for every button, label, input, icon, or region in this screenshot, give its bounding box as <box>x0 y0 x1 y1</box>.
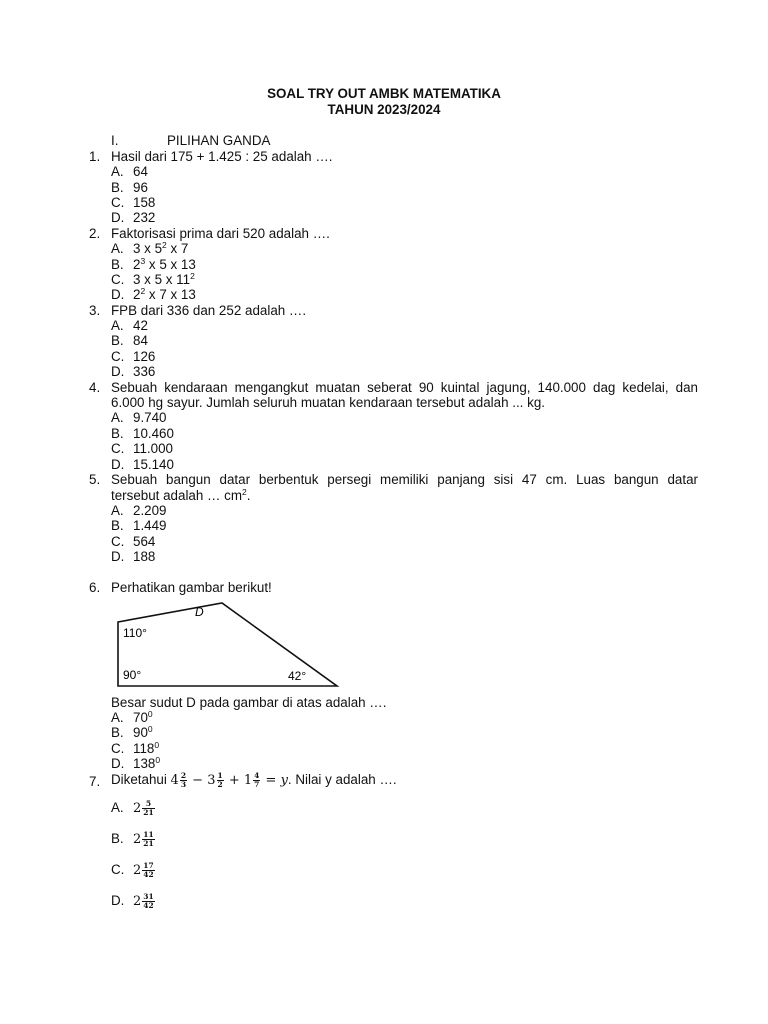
option-letter: D. <box>111 287 125 302</box>
question-equation <box>111 767 397 794</box>
degree-mark: 0 <box>147 724 153 734</box>
option-letter: B. <box>111 333 124 348</box>
fraction <box>180 772 187 789</box>
option-letter: A. <box>111 800 124 815</box>
option-text: 10.460 <box>133 426 174 441</box>
option-letter: D. <box>111 457 125 472</box>
question-text: . <box>246 488 251 503</box>
document-title: SOAL TRY OUT AMBK MATEMATIKA <box>267 86 501 101</box>
option-letter: A. <box>111 710 124 725</box>
question-text: Hasil dari 175 + 1.425 : 25 adalah …. <box>111 149 333 164</box>
numerator: 31 <box>143 891 154 901</box>
question-text: Besar sudut D pada gambar di atas adalah …. <box>111 695 387 710</box>
option-letter: B. <box>111 257 124 272</box>
whole-number: 2 <box>133 863 142 878</box>
option-letter: D. <box>111 756 125 771</box>
degree-mark: 0 <box>155 755 161 765</box>
numerator: 4 <box>254 770 260 780</box>
option-a <box>111 710 153 725</box>
option-letter: D. <box>111 210 125 225</box>
question-text-line-2: 6.000 hg sayur. Jumlah seluruh muatan kendaraan tersebut adalah ... kg. <box>111 395 545 410</box>
option-text: 188 <box>133 549 156 564</box>
option-b <box>111 826 156 853</box>
question-text: FPB dari 336 dan 252 adalah …. <box>111 303 307 318</box>
option-text: 84 <box>133 333 148 348</box>
option-c <box>111 741 159 756</box>
option-b <box>111 725 153 740</box>
option-text: 3 x 5 <box>133 241 163 256</box>
section-number: I. <box>111 133 119 148</box>
question-number: 3. <box>89 303 101 318</box>
question-number: 6. <box>89 580 101 595</box>
degree-mark: 0 <box>154 740 160 750</box>
denominator: 42 <box>143 900 154 910</box>
whole-number: 1 <box>243 773 253 788</box>
option-c <box>111 857 156 884</box>
question-number: 5. <box>89 472 101 487</box>
question-text: Perhatikan gambar berikut! <box>111 580 272 595</box>
fraction <box>142 893 154 910</box>
fraction <box>253 772 260 789</box>
question-text-line-1: Sebuah bangun datar berbentuk persegi memiliki panjang sisi 47 cm. Luas bangun datar <box>111 472 698 487</box>
option-text: 138 <box>133 756 156 771</box>
option-letter: C. <box>111 741 125 756</box>
whole-number: 3 <box>207 773 216 788</box>
denominator: 2 <box>217 779 223 789</box>
numerator: 2 <box>180 770 187 780</box>
numerator: 5 <box>142 800 154 809</box>
option-letter: C. <box>111 272 125 287</box>
option-text: 3 x 5 x 11 <box>133 272 191 287</box>
option-letter: B. <box>111 180 124 195</box>
option-text: 9.740 <box>133 410 167 425</box>
option-d <box>111 888 156 915</box>
option-text: 70 <box>133 710 148 725</box>
exponent: 2 <box>242 487 247 497</box>
question-text: tersebut adalah … cm <box>111 488 242 503</box>
section-title: PILIHAN GANDA <box>167 133 271 148</box>
exponent: 2 <box>190 271 195 281</box>
question-number: 4. <box>89 380 101 395</box>
angle-label-bottom-left: 90° <box>123 668 142 682</box>
question-text: Faktorisasi prima dari 520 adalah …. <box>111 226 330 241</box>
exponent: 2 <box>140 286 146 296</box>
option-text: 42 <box>133 318 148 333</box>
numerator: 1 <box>217 770 223 780</box>
whole-number: 2 <box>133 801 142 816</box>
option-text: 158 <box>133 195 156 210</box>
angle-label-bottom-right: 42° <box>288 669 307 683</box>
denominator: 21 <box>143 838 154 848</box>
option-text: 15.140 <box>133 457 174 472</box>
denominator: 21 <box>143 807 154 817</box>
numerator: 11 <box>143 829 154 839</box>
numerator: 17 <box>143 860 154 870</box>
question-number: 2. <box>89 226 101 241</box>
option-text: 2 <box>133 257 141 272</box>
denominator: 3 <box>180 779 187 789</box>
denominator: 42 <box>143 869 154 879</box>
variable: y <box>280 773 288 788</box>
fraction <box>217 772 224 789</box>
option-letter: D. <box>111 893 125 908</box>
exponent: 3 <box>140 256 146 266</box>
question-number: 1. <box>89 149 101 164</box>
option-text: 90 <box>133 725 148 740</box>
fraction <box>142 831 154 848</box>
option-text: 564 <box>133 534 156 549</box>
question-text: . Nilai y adalah …. <box>287 772 397 787</box>
degree-mark: 0 <box>147 709 153 719</box>
option-text: 126 <box>133 349 156 364</box>
option-letter: B. <box>111 426 124 441</box>
option-letter: C. <box>111 195 125 210</box>
whole-number: 2 <box>133 832 142 847</box>
operator: − <box>188 773 208 788</box>
option-text: x 7 <box>166 241 189 256</box>
whole-number: 4 <box>170 773 179 788</box>
option-text: 11.000 <box>133 441 173 456</box>
option-text: 2.209 <box>133 503 167 518</box>
option-text: 2 <box>133 287 141 302</box>
document-subtitle: TAHUN 2023/2024 <box>327 102 441 117</box>
option-letter: D. <box>111 364 125 379</box>
option-letter: C. <box>111 534 125 549</box>
option-text: x 5 x 13 <box>145 257 196 272</box>
option-text: x 7 x 13 <box>145 287 196 302</box>
option-text: 336 <box>133 364 156 379</box>
fraction <box>142 800 154 817</box>
equals-sign: = <box>261 773 281 788</box>
question-text-line-1: Sebuah kendaraan mengangkut muatan seberat 90 kuintal jagung, 140.000 dag kedelai, dan <box>111 380 698 395</box>
option-letter: A. <box>111 503 124 518</box>
question-number: 7. <box>89 774 101 789</box>
denominator: 7 <box>254 779 260 789</box>
option-text: 232 <box>133 210 156 225</box>
option-letter: C. <box>111 349 125 364</box>
option-letter: C. <box>111 862 125 877</box>
option-letter: A. <box>111 164 124 179</box>
whole-number: 2 <box>133 894 142 909</box>
option-letter: B. <box>111 518 124 533</box>
option-text: 64 <box>133 164 148 179</box>
option-text: 96 <box>133 180 148 195</box>
option-letter: D. <box>111 549 125 564</box>
exponent: 2 <box>162 240 167 250</box>
operator: + <box>224 773 244 788</box>
vertex-label-d: D <box>195 605 204 619</box>
question-text: Diketahui <box>111 772 171 787</box>
angle-label-top-left: 110° <box>123 626 147 640</box>
option-a <box>111 795 156 822</box>
option-letter: A. <box>111 410 124 425</box>
option-letter: C. <box>111 441 125 456</box>
option-letter: B. <box>111 725 124 740</box>
option-letter: A. <box>111 318 124 333</box>
option-letter: A. <box>111 241 124 256</box>
option-text: 118 <box>133 741 155 756</box>
fraction <box>142 862 154 879</box>
option-text: 1.449 <box>133 518 167 533</box>
option-letter: B. <box>111 831 124 846</box>
